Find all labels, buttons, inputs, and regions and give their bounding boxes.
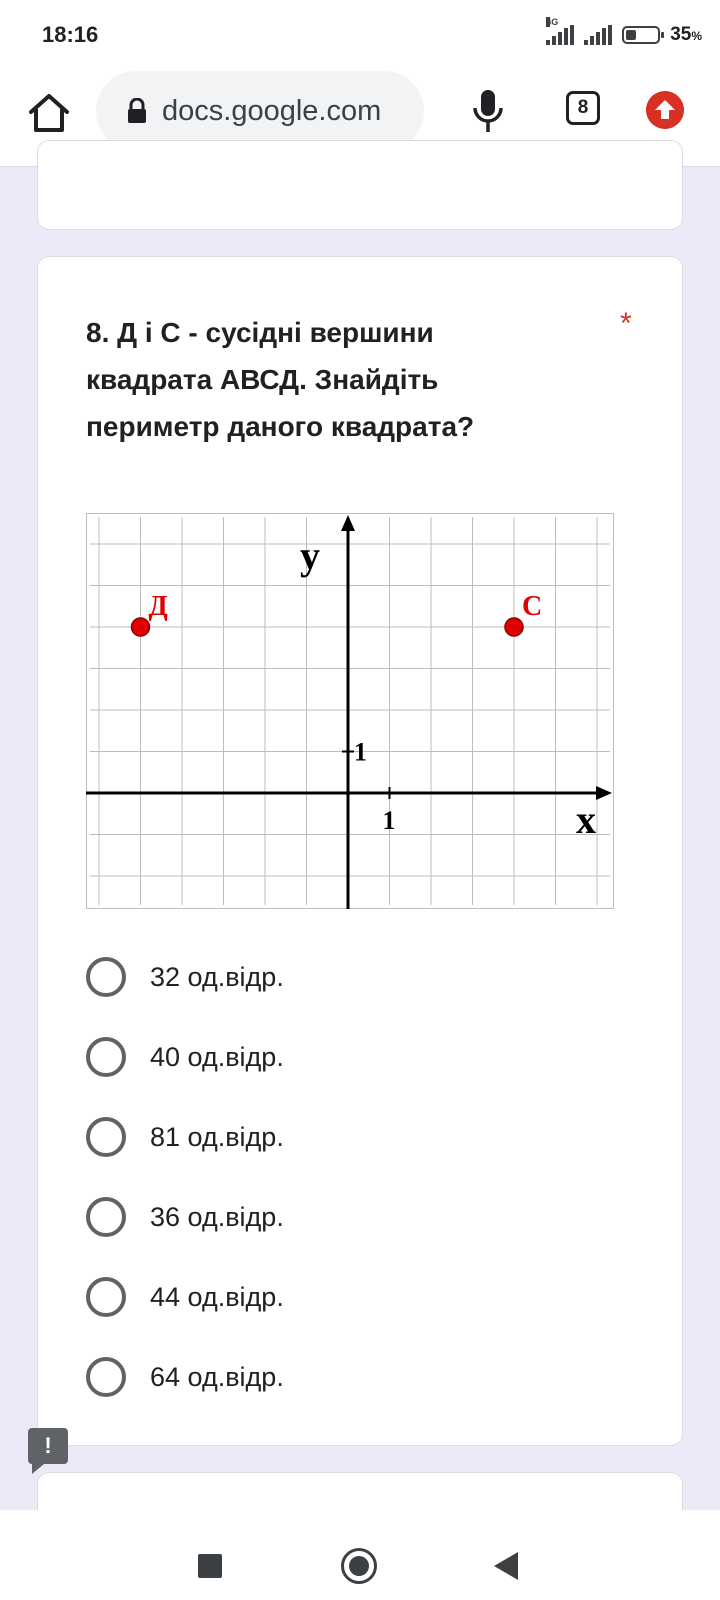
navigation-bar xyxy=(0,1510,720,1600)
radio-button[interactable] xyxy=(86,957,126,997)
question-card xyxy=(37,256,683,1446)
status-icons xyxy=(546,17,702,50)
option-label: 81 од.відр. xyxy=(150,1121,284,1152)
network-type-label: 4G xyxy=(546,17,559,27)
home-icon[interactable] xyxy=(26,90,72,136)
radio-button[interactable] xyxy=(86,1117,126,1157)
battery-percent-symbol: % xyxy=(691,29,702,43)
recent-apps-icon[interactable] xyxy=(198,1554,222,1578)
url-text: docs.google.com xyxy=(162,94,382,127)
y-axis-label: y xyxy=(300,533,320,578)
question-image xyxy=(86,513,614,909)
option-label: 64 од.відр. xyxy=(150,1361,284,1392)
x-unit-label: 1 xyxy=(382,806,396,835)
battery-percent xyxy=(670,24,702,46)
feedback-button[interactable]: ! xyxy=(28,1428,68,1464)
option-label: 40 од.відр. xyxy=(150,1041,284,1072)
answer-options xyxy=(86,937,284,1417)
status-time: 18:16 xyxy=(42,22,99,47)
battery-percent-value: 35 xyxy=(670,24,692,45)
y-unit-label: 1 xyxy=(354,737,367,767)
x-axis-label: x xyxy=(576,797,596,842)
update-arrow-icon[interactable] xyxy=(646,91,684,129)
option-row[interactable] xyxy=(86,1257,284,1337)
coordinate-plane xyxy=(86,513,614,909)
address-bar[interactable] xyxy=(96,71,424,151)
lock-icon xyxy=(126,98,148,124)
point-marker xyxy=(505,618,523,636)
battery-level xyxy=(626,30,636,40)
radio-button[interactable] xyxy=(86,1357,126,1397)
option-label: 44 од.відр. xyxy=(150,1281,284,1312)
required-marker: * xyxy=(620,307,632,340)
radio-button[interactable] xyxy=(86,1277,126,1317)
option-row[interactable] xyxy=(86,1097,284,1177)
question-title: 8. Д і С - сусідні вершини квадрата АВСД. Знайдіть периметр даного квадрата? xyxy=(86,317,475,442)
option-row[interactable] xyxy=(86,1337,284,1417)
status-bar xyxy=(0,0,720,68)
radio-button[interactable] xyxy=(86,1197,126,1237)
point-marker xyxy=(132,618,150,636)
option-label: 36 од.відр. xyxy=(150,1201,284,1232)
point-label: Д xyxy=(148,591,168,622)
option-row[interactable] xyxy=(86,1017,284,1097)
cellular-signal-2-icon xyxy=(584,25,612,45)
back-icon[interactable] xyxy=(494,1552,518,1580)
microphone-icon[interactable] xyxy=(470,88,506,134)
home-nav-icon[interactable] xyxy=(341,1548,377,1584)
radio-button[interactable] xyxy=(86,1037,126,1077)
option-row[interactable] xyxy=(86,1177,284,1257)
battery-icon xyxy=(622,26,660,44)
tab-switcher-button[interactable]: 8 xyxy=(566,91,600,125)
option-label: 32 од.відр. xyxy=(150,961,284,992)
previous-question-card xyxy=(37,140,683,230)
graph-border xyxy=(87,514,614,909)
option-row[interactable] xyxy=(86,937,284,1017)
point-label: С xyxy=(522,591,543,622)
cellular-signal-icon xyxy=(546,17,574,45)
